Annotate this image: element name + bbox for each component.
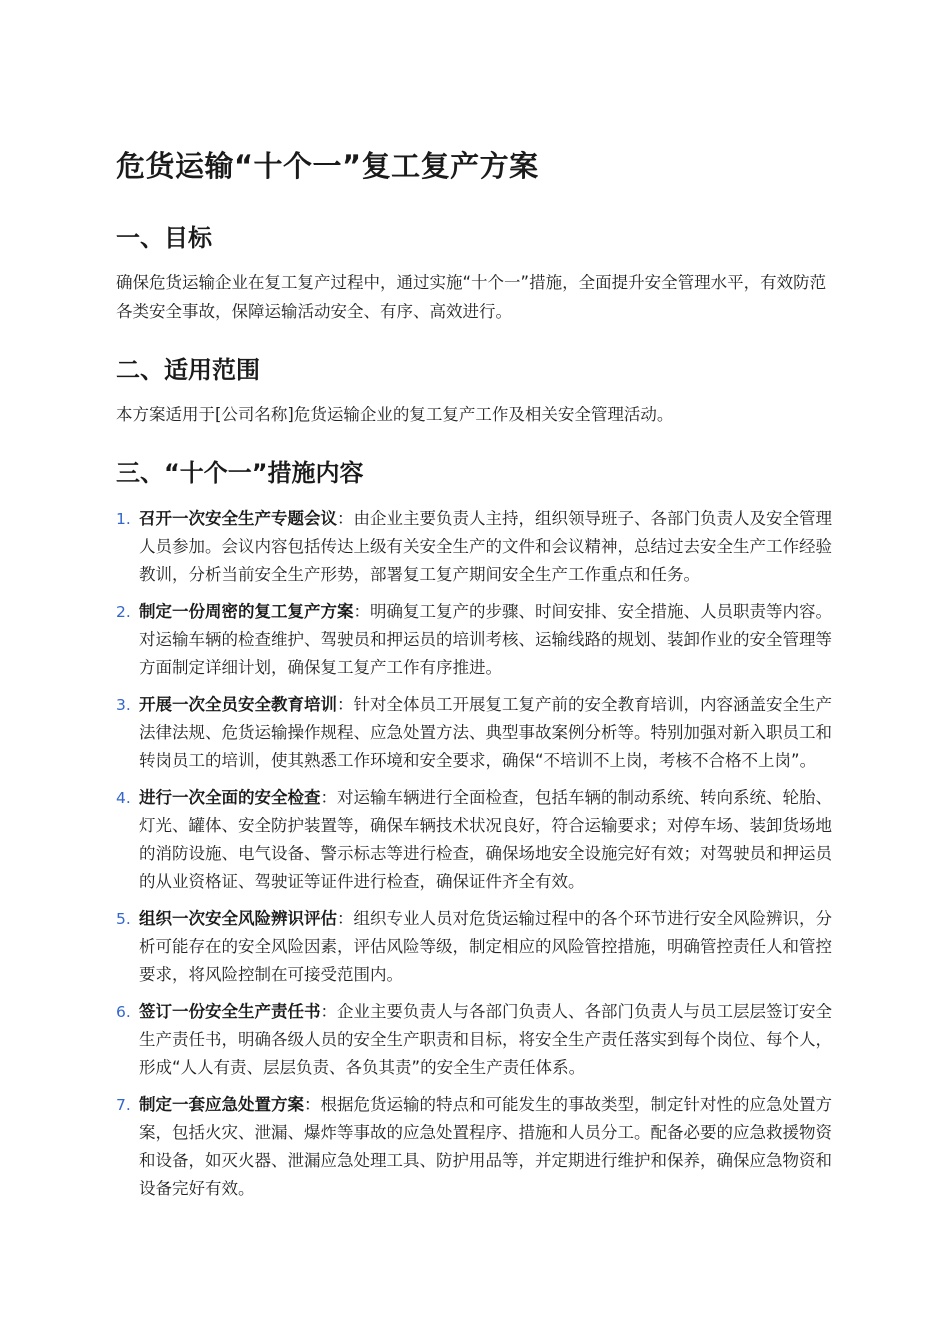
list-item-text: ：根据危货运输的特点和可能发生的事故类型，制定针对性的应急处置方案，包括火灾、泄漏、爆炸等事故的应急处置程序、措施和人员分工。配备必要的应急救援物资和设备，如灭火器、泄漏应急处理工具、防护用品等，并定期进行维护和保养，确保应急物资和设备完好有效。 bbox=[139, 1095, 832, 1198]
list-item-text: ：针对全体员工开展复工复产前的安全教育培训，内容涵盖安全生产法律法规、危货运输操作规程、应急处置方法、典型事故案例分析等。特别加强对新入职员工和转岗员工的培训，使其熟悉工作环境和安全要求，确保“不培训不上岗，考核不合格不上岗”。 bbox=[139, 695, 832, 770]
list-item-text: ：对运输车辆进行全面检查，包括车辆的制动系统、转向系统、轮胎、灯光、罐体、安全防护装置等，确保车辆技术状况良好，符合运输要求；对停车场、装卸货场地的消防设施、电气设备、警示标志等进行检查，确保场地安全设施完好有效；对驾驶员和押运员的从业资格证、驾驶证等证件进行检查，确保证件齐全有效。 bbox=[139, 788, 832, 891]
list-item-title: 制定一份周密的复工复产方案 bbox=[139, 602, 354, 621]
list-item-number: 4. bbox=[116, 789, 131, 807]
list-item-title: 组织一次安全风险辨识评估 bbox=[139, 909, 337, 928]
list-item-number: 3. bbox=[116, 696, 131, 714]
list-item-title: 召开一次安全生产专题会议 bbox=[139, 509, 337, 528]
list-item-text: ：明确复工复产的步骤、时间安排、安全措施、人员职责等内容。对运输车辆的检查维护、驾驶员和押运员的培训考核、运输线路的规划、装卸作业的安全管理等方面制定详细计划，确保复工复产工作有序推进。 bbox=[139, 602, 832, 677]
list-item-title: 签订一份安全生产责任书 bbox=[139, 1002, 321, 1021]
measures-list bbox=[116, 505, 838, 1203]
section-heading-scope: 二、适用范围 bbox=[116, 356, 260, 384]
list-item-number: 1. bbox=[116, 510, 131, 528]
list-item-number: 5. bbox=[116, 910, 131, 928]
list-item-text: ：由企业主要负责人主持，组织领导班子、各部门负责人及安全管理人员参加。会议内容包括传达上级有关安全生产的文件和会议精神，总结过去安全生产工作经验教训，分析当前安全生产形势，部署复工复产期间安全生产工作重点和任务。 bbox=[139, 509, 832, 584]
list-item-number: 7. bbox=[116, 1096, 131, 1114]
section-heading-measures: 三、“十个一”措施内容 bbox=[116, 459, 364, 487]
list-item-title: 制定一套应急处置方案 bbox=[139, 1095, 304, 1114]
section-text-goal: 确保危货运输企业在复工复产过程中，通过实施“十个一”措施，全面提升安全管理水平，有效防范各类安全事故，保障运输活动安全、有序、高效进行。 bbox=[116, 273, 827, 321]
list-item bbox=[116, 784, 838, 896]
list-item-title: 开展一次全员安全教育培训 bbox=[139, 695, 337, 714]
list-item bbox=[116, 905, 838, 989]
list-item-text: ：企业主要负责人与各部门负责人、各部门负责人与员工层层签订安全生产责任书，明确各级人员的安全生产职责和目标，将安全生产责任落实到每个岗位、每个人，形成“人人有责、层层负责、各负其责”的安全生产责任体系。 bbox=[139, 1002, 832, 1077]
list-item-text: ：组织专业人员对危货运输过程中的各个环节进行安全风险辨识，分析可能存在的安全风险因素，评估风险等级，制定相应的风险管控措施，明确管控责任人和管控要求，将风险控制在可接受范围内。 bbox=[139, 909, 832, 984]
section-heading-goal: 一、目标 bbox=[116, 224, 212, 252]
list-item bbox=[116, 998, 838, 1082]
list-item-title: 进行一次全面的安全检查 bbox=[139, 788, 321, 807]
list-item bbox=[116, 691, 838, 775]
list-item-number: 2. bbox=[116, 603, 131, 621]
section-text-scope: 本方案适用于[公司名称]危货运输企业的复工复产工作及相关安全管理活动。 bbox=[116, 405, 674, 424]
list-item bbox=[116, 1091, 838, 1203]
list-item-number: 6. bbox=[116, 1003, 131, 1021]
list-item bbox=[116, 505, 838, 589]
document-title: 危货运输“十个一”复工复产方案 bbox=[116, 149, 539, 183]
list-item bbox=[116, 598, 838, 682]
